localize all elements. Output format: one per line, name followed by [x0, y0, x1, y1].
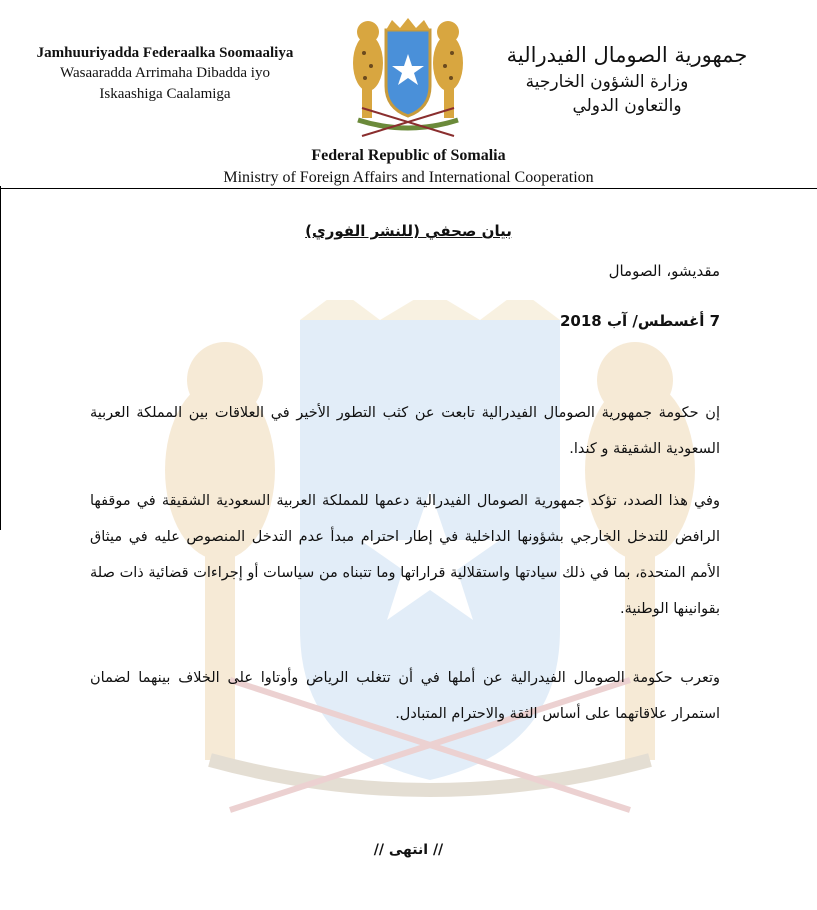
statement-place: مقديشو، الصومال [608, 262, 720, 280]
header-ministry-english: Ministry of Foreign Affairs and International Cooperation [223, 169, 594, 186]
statement-paragraph-1: إن حكومة جمهورية الصومال الفيدرالية تابعت عن كثب التطور الأخير في العلاقات بين المملكة العربية السعودية الشقيقة و كندا. [90, 405, 720, 457]
statement-title [0, 222, 817, 240]
header-arabic [467, 40, 787, 118]
header-arabic-line1: جمهورية الصومال الفيدرالية [506, 43, 748, 67]
header-arabic-line3: والتعاون الدولي [572, 96, 682, 116]
header-somali-line3: Iskaashiga Caalamiga [99, 86, 231, 102]
header-divider [0, 188, 817, 189]
somalia-coat-of-arms-icon [338, 8, 478, 140]
header-arabic-line2: وزارة الشؤون الخارجية [525, 72, 689, 92]
header-somali-line1: Jamhuuriyadda Federaalka Soomaaliya [36, 45, 294, 61]
statement-paragraph-3: وتعرب حكومة الصومال الفيدرالية عن أملها في أن تتغلب الرياض وأوتاوا على الخلاف بينهما لضمان استمرار علاقاتهما على أساس الثقة والاحترام المتبادل. [90, 670, 720, 722]
statement-date: 7 أغسطس/ آب 2018 [559, 312, 720, 330]
statement-title-text: بيان صحفي (للنشر الفوري) [305, 222, 512, 240]
header-somali [0, 44, 330, 105]
statement-paragraph-2: وفي هذا الصدد، تؤكد جمهورية الصومال الفيدرالية دعمها للمملكة العربية السعودية الشقيقة في موقفها الرافض للتدخل الخارجي بشؤونها الداخلية في إطار احترام مبدأ عدم التدخل المنصوص عليه في ميثاق الأمم المتحدة، بما في ذلك سيادتها واستقلالية قراراتها وما تتبناه من سياسات أو إجراءات قضائية ذات صلة بقوانينها الوطنية. [90, 493, 720, 617]
header-somali-line2: Wasaaradda Arrimaha Dibadda iyo [60, 65, 270, 81]
statement-end-marker: // انتهى // [373, 842, 444, 858]
header-republic-english: Federal Republic of Somalia [311, 147, 506, 164]
